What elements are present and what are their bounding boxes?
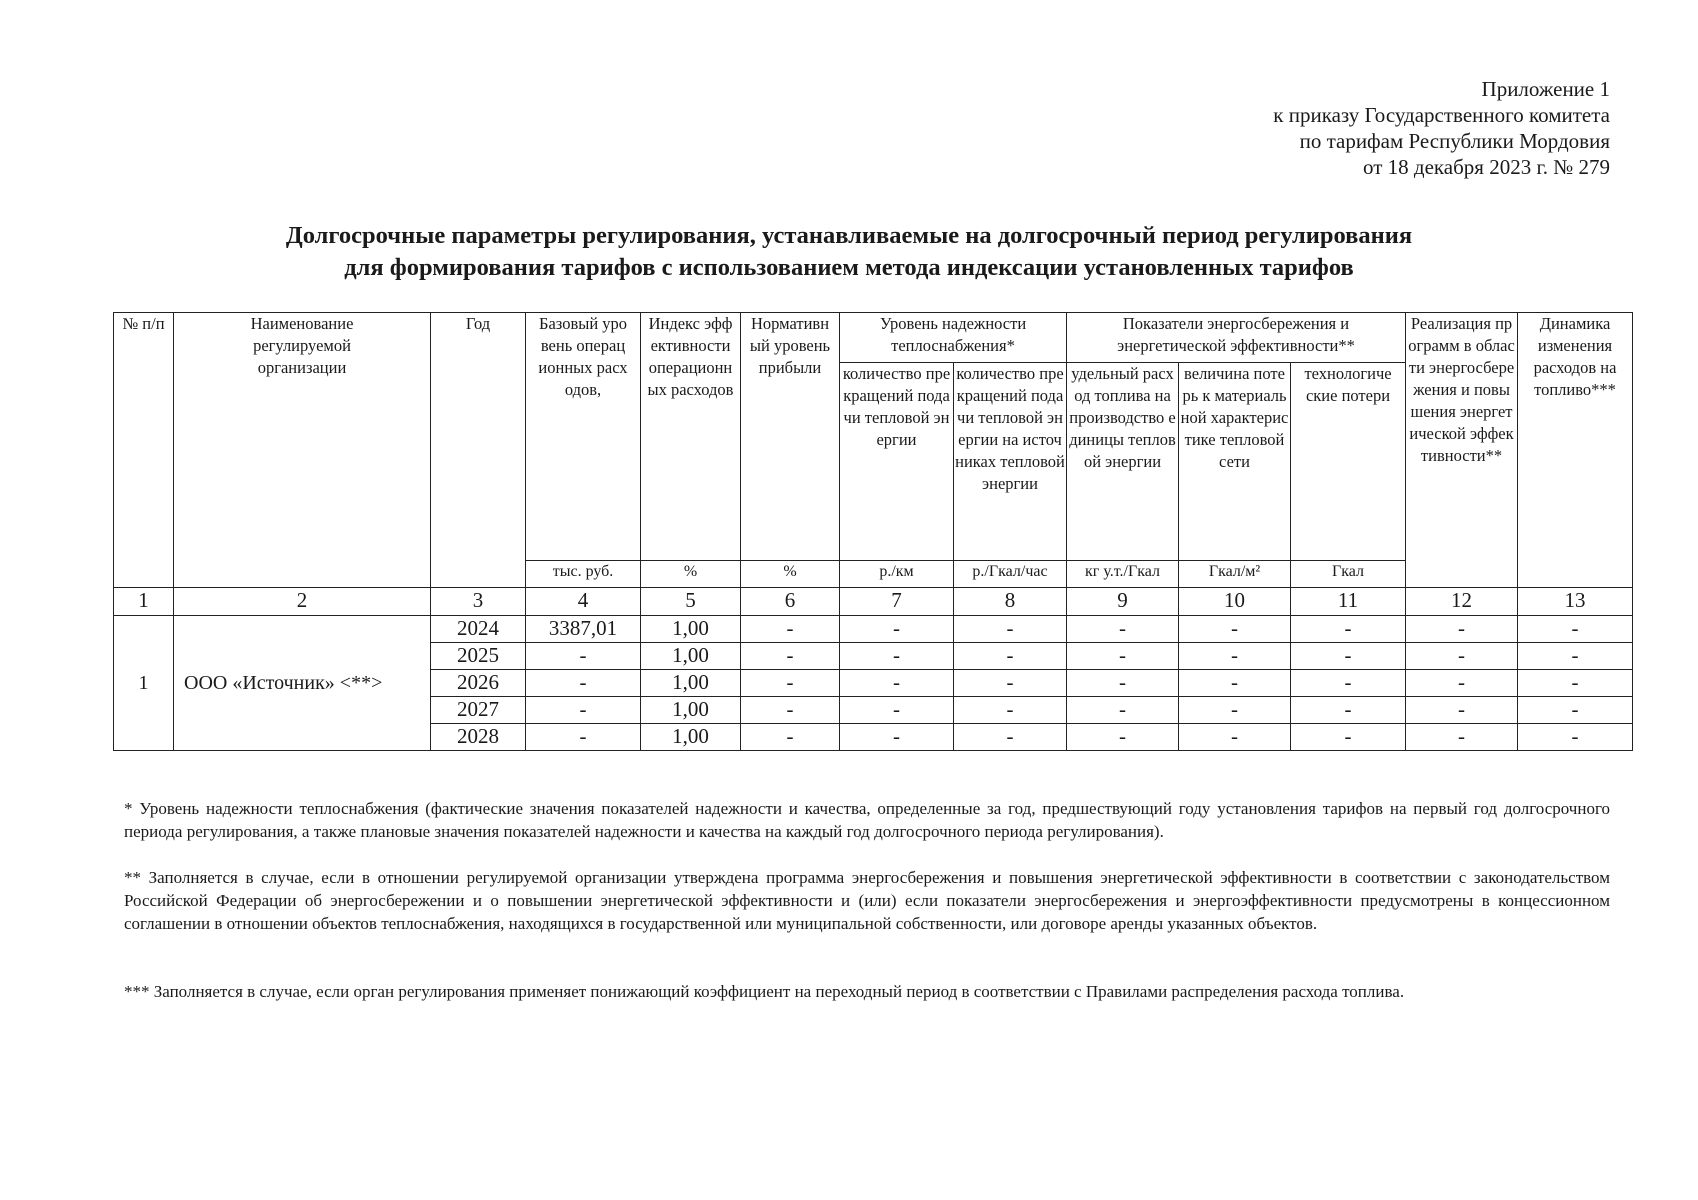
column-number: 5 xyxy=(641,588,741,616)
appendix-line-4: от 18 декабря 2023 г. № 279 xyxy=(1363,155,1610,179)
appendix-line-1: Приложение 1 xyxy=(1481,77,1610,101)
header-reliability-2: количество прекращений подачи тепловой энергии на источниках тепловой энергии xyxy=(954,362,1067,560)
base-cell: - xyxy=(526,643,641,670)
column-numbers-row xyxy=(114,588,1633,616)
title-line-1: Долгосрочные параметры регулирования, устанавливаемые на долгосрочный период регулирования xyxy=(285,222,1413,249)
value-cell: - xyxy=(1067,697,1179,724)
column-number: 3 xyxy=(431,588,526,616)
column-number: 10 xyxy=(1179,588,1291,616)
value-cell: - xyxy=(1518,697,1633,724)
organization-name: ООО «Источник» <**> xyxy=(174,616,431,751)
header-year: Год xyxy=(431,313,526,588)
header-base-level: Базовый уровень операционных расходов, xyxy=(526,313,641,561)
column-number: 7 xyxy=(840,588,954,616)
column-number: 8 xyxy=(954,588,1067,616)
value-cell: - xyxy=(1179,616,1291,643)
value-cell: - xyxy=(1518,643,1633,670)
unit-cell: Гкал/м² xyxy=(1179,560,1291,587)
value-cell: - xyxy=(741,670,840,697)
header-programs: Реализация программ в области энергосбережения и повышения энергетической эффективности** xyxy=(1406,313,1518,588)
unit-cell: р./Гкал/час xyxy=(954,560,1067,587)
header-org: Наименование регулируемой организации xyxy=(174,313,431,588)
index-cell: 1,00 xyxy=(641,670,741,697)
header-reliability-group: Уровень надежности теплоснабжения* xyxy=(840,313,1067,363)
value-cell: - xyxy=(1179,697,1291,724)
year-cell: 2027 xyxy=(431,697,526,724)
header-energy-2: величина потерь к материальной характеристике тепловой сети xyxy=(1179,362,1291,560)
footnote-energy-saving: ** Заполняется в случае, если в отношении регулируемой организации утверждена программа энергосбережения и повышения энергетической эффективности в соответствии с законодательством Российской Федерации об энергосбережении и о повышении энергетической эффективности и (или) если показатели энергосбережения и энергоэффективности предусмотрены в концессионном соглашении в отношении объектов теплоснабжения, находящихся в государственной или муниципальной собственности, или договоре аренды указанных объектов. xyxy=(124,868,1610,933)
value-cell: - xyxy=(1291,670,1406,697)
unit-cell: кг у.т./Гкал xyxy=(1067,560,1179,587)
base-cell: - xyxy=(526,697,641,724)
value-cell: - xyxy=(1291,724,1406,751)
value-cell: - xyxy=(1067,616,1179,643)
value-cell: - xyxy=(1518,670,1633,697)
unit-cell: р./км xyxy=(840,560,954,587)
value-cell: - xyxy=(1406,724,1518,751)
unit-cell: Гкал xyxy=(1291,560,1406,587)
column-number: 6 xyxy=(741,588,840,616)
year-cell: 2026 xyxy=(431,670,526,697)
column-number: 12 xyxy=(1406,588,1518,616)
value-cell: - xyxy=(954,670,1067,697)
value-cell: - xyxy=(741,643,840,670)
column-number: 13 xyxy=(1518,588,1633,616)
year-cell: 2028 xyxy=(431,724,526,751)
value-cell: - xyxy=(1291,643,1406,670)
column-number: 4 xyxy=(526,588,641,616)
year-cell: 2025 xyxy=(431,643,526,670)
value-cell: - xyxy=(741,697,840,724)
column-number: 1 xyxy=(114,588,174,616)
appendix-line-2: к приказу Государственного комитета xyxy=(1273,103,1610,127)
header-fuel-dynamics: Динамика изменения расходов на топливо*** xyxy=(1518,313,1633,588)
header-energy-1: удельный расход топлива на производство единицы тепловой энергии xyxy=(1067,362,1179,560)
unit-cell: % xyxy=(641,560,741,587)
value-cell: - xyxy=(1067,643,1179,670)
value-cell: - xyxy=(840,724,954,751)
value-cell: - xyxy=(840,643,954,670)
value-cell: - xyxy=(1406,643,1518,670)
value-cell: - xyxy=(954,724,1067,751)
header-reliability-1: количество прекращений подачи тепловой энергии xyxy=(840,362,954,560)
value-cell: - xyxy=(954,697,1067,724)
value-cell: - xyxy=(1518,616,1633,643)
value-cell: - xyxy=(741,616,840,643)
value-cell: - xyxy=(1179,670,1291,697)
header-pp: № п/п xyxy=(114,313,174,588)
value-cell: - xyxy=(1179,643,1291,670)
footnote-reliability: * Уровень надежности теплоснабжения (фактические значения показателей надежности и качества, определенные за год, предшествующий году установления тарифов на первый год долгосрочного периода регулирования, а также плановые значения показателей надежности и качества на каждый год долгосрочного периода регулирования). xyxy=(124,799,1610,841)
unit-cell: тыс. руб. xyxy=(526,560,641,587)
title-line-2: для формирования тарифов с использованием метода индексации установленных тарифов xyxy=(344,254,1354,281)
value-cell: - xyxy=(741,724,840,751)
value-cell: - xyxy=(1067,724,1179,751)
index-cell: 1,00 xyxy=(641,643,741,670)
row-number: 1 xyxy=(114,616,174,751)
index-cell: 1,00 xyxy=(641,616,741,643)
base-cell: - xyxy=(526,724,641,751)
value-cell: - xyxy=(1406,616,1518,643)
value-cell: - xyxy=(1291,616,1406,643)
header-efficiency-index: Индекс эффективности операционных расходов xyxy=(641,313,741,561)
appendix-line-3: по тарифам Республики Мордовия xyxy=(1299,129,1610,153)
column-number: 2 xyxy=(174,588,431,616)
column-number: 9 xyxy=(1067,588,1179,616)
value-cell: - xyxy=(1179,724,1291,751)
base-cell: - xyxy=(526,670,641,697)
header-normative-profit: Нормативный уровень прибыли xyxy=(741,313,840,561)
base-cell: 3387,01 xyxy=(526,616,641,643)
value-cell: - xyxy=(954,616,1067,643)
value-cell: - xyxy=(840,670,954,697)
appendix-header xyxy=(1273,76,1610,180)
year-cell: 2024 xyxy=(431,616,526,643)
value-cell: - xyxy=(840,697,954,724)
index-cell: 1,00 xyxy=(641,724,741,751)
value-cell: - xyxy=(840,616,954,643)
value-cell: - xyxy=(1406,670,1518,697)
header-energy-3: технологические потери xyxy=(1291,362,1406,560)
header-row-1 xyxy=(114,313,1633,363)
table-row xyxy=(114,616,1633,643)
footnote-fuel-dynamics: *** Заполняется в случае, если орган регулирования применяет понижающий коэффициент на переходный период в соответствии с Правилами распределения расхода топлива. xyxy=(124,982,1405,1001)
value-cell: - xyxy=(1518,724,1633,751)
value-cell: - xyxy=(954,643,1067,670)
unit-cell: % xyxy=(741,560,840,587)
column-number: 11 xyxy=(1291,588,1406,616)
document-title xyxy=(0,220,1698,284)
parameters-table xyxy=(113,312,1633,751)
value-cell: - xyxy=(1067,670,1179,697)
value-cell: - xyxy=(1406,697,1518,724)
index-cell: 1,00 xyxy=(641,697,741,724)
value-cell: - xyxy=(1291,697,1406,724)
header-energy-group: Показатели энергосбережения и энергетической эффективности** xyxy=(1067,313,1406,363)
